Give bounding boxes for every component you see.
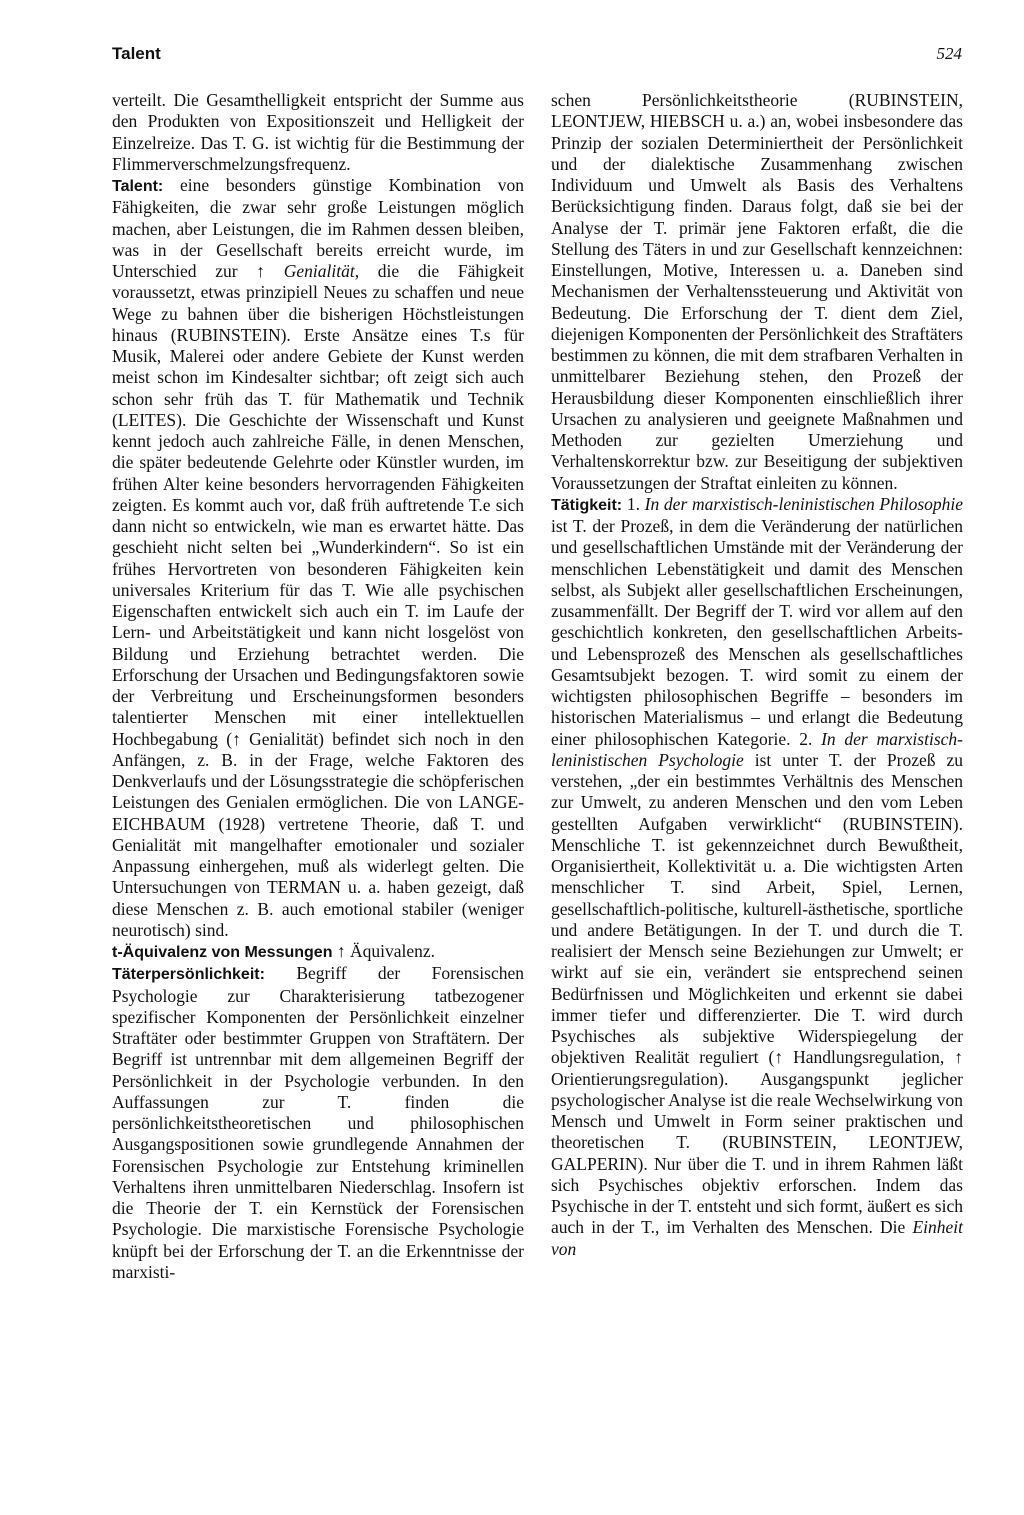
running-head: Talent — [112, 44, 161, 63]
emphasis-psychologie: In der marxistisch-leninistischen Psychologie — [551, 728, 963, 770]
left-column — [112, 90, 524, 1283]
entry-text: ↑ Äquivalenz. — [332, 941, 436, 961]
entry-text: , die die Fähigkeit voraussetzt, etwas prinzipiell Neues zu schaffen und neue Wege zu bahnen über die bisherigen Höchstleistungen hinaus (RUBINSTEIN). Erste Ansätze eines T.s für Musik, Malerei oder andere Gebiete der Kunst werden meist schon im Kindesalter sichtbar; oft zeigt sich auch schon sehr früh das T. für Mathematik und Technik (LEITES). Die Geschichte der Wissenschaft und Kunst kennt jedoch auch zahlreiche Fälle, in denen Menschen, die später bedeutende Gelehrte oder Künstler wurden, im frühen Alter keine besonders hervorragenden Fähigkeiten zeigten. Es kommt auch vor, daß früh auftretende T.e sich dann nicht so entwickeln, wie man es erwartet hätte. Das geschieht nicht selten bei „Wunderkindern“. So ist ein frühes Hervortreten von besonderen Fähigkeiten kein universales Kriterium für das T. Wie alle psychischen Eigenschaften entwickelt sich auch ein T. im Laufe der Lern- und Arbeitstätigkeit und kann nicht losgelöst von Bildung und Erziehung betrachtet werden. Die Erforschung der Ursachen und Bedingungsfaktoren sowie der Verbreitung und Erscheinungsformen besonders talentierter Menschen mit einer intellektuellen Hochbegabung (↑ Genialität) befindet sich noch in den Anfängen, z. B. in der Frage, welche Faktoren des Denkverlaufs und der Lösungsstrategie die schöpferischen Leistungen des Genialen ermöglichen. Die von LANGE-EICHBAUM (1928) vertretene Theorie, daß T. und Genialität mit mangelhafter emotionaler und sozialer Anpassung einhergehen, muß als widerlegt gelten. Die Untersuchungen von TERMAN u. a. haben gezeigt, daß diese Menschen z. B. auch emotional stabiler (weniger neurotisch) sind. — [112, 261, 524, 940]
entry-text: Begriff der Forensischen Psychologie zur Charakterisierung tatbezogener spezifischer Komponenten der Persönlichkeit einzelner Straftäter oder bestimmter Gruppen von Straftätern. Der Begriff ist untrennbar mit dem allgemeinen Begriff der Persönlichkeit in der Psychologie verbunden. In den Auffassungen zur T. finden die persönlichkeitstheoretischen und philosophischen Ausgangspositionen sowie grundlegende Annahmen der Forensischen Psychologie zur Entstehung kriminellen Verhaltens ihren unmittelbaren Niederschlag. Insofern ist die Theorie der T. ein Kernstück der Forensischen Psychologie. Die marxistische Forensische Psychologie knüpft bei der Erforschung der T. an die Erkenntnisse der marxisti- — [112, 963, 524, 1282]
entry-text: ist T. der Prozeß, in dem die Veränderung der natürlichen und gesellschaftlichen Umstände mit der Veränderung der menschlichen Lebenstätigkeit und damit des Menschen selbst, als Subjekt aller gesellschaftlichen Erscheinungen, zusammenfällt. Der Begriff der T. wird vor allem auf den geschichtlich konkreten, den gesellschaftlichen Arbeits- und Lebensprozeß des Menschen als gesellschaftliches Gesamtsubjekt bezogen. T. wird somit zu einem der wichtigsten philosophischen Begriffe – besonders im historischen Materialismus – und erlangt die Bedeutung einer philosophischen Kategorie. 2. — [551, 516, 963, 749]
entry-taeterpersoenlichkeit — [112, 963, 524, 1283]
page-header — [112, 44, 962, 74]
entry-t-aequivalenz — [112, 941, 524, 963]
entry-term-talent: Talent: — [112, 178, 164, 195]
cross-reference-genialitaet[interactable]: Genialität — [283, 261, 355, 281]
emphasis-einheit: Einheit von — [551, 1217, 963, 1259]
entry-text: ist unter T. der Prozeß zu verstehen, „der ein bestimmtes Verhältnis des Menschen zur Umwelt, zu anderen Menschen und den vom Leben gestellten Aufgaben verwirklicht“ (RUBINSTEIN). Menschliche T. ist gekennzeichnet durch Bewußtheit, Organisiertheit, Kollektivität u. a. Die wichtigsten Arten menschlicher T. sind Arbeit, Spiel, Lernen, gesellschaftlich-politische, kulturell-ästhetische, sportliche und andere Betätigungen. In der T. und durch die T. realisiert der Mensch seine Beziehungen zur Umwelt; er wirkt auf sie ein, verändert sie entsprechend seinen Bedürfnissen und Möglichkeiten und erkennt sie dabei immer tiefer und differenzierter. Die T. wird durch Psychisches als subjektive Widerspiegelung der objektiven Realität reguliert (↑ Handlungsregulation, ↑ Orientierungsregulation). Ausgangspunkt jeglicher psychologischer Analyse ist die reale Wechselwirkung von Mensch und Umwelt in Form seiner praktischen und theoretischen T. (RUBINSTEIN, LEONTJEW, GALPERIN). Nur über die T. und in ihrem Rahmen läßt sich Psychisches objektiv erforschen. Indem das Psychische in der T. entsteht und sich formt, äußert es sich auch in der T., im Verhalten des Menschen. Die — [551, 749, 964, 1238]
continued-paragraph: schen Persönlichkeitstheorie (RUBINSTEIN, LEONTJEW, HIEBSCH u. a.) an, wobei insbesondere das Prinzip der sozialen Determiniertheit der Persönlichkeit und der dialektische Zusammenhang zwischen Individuum und Umwelt als Basis des Verhaltens Berücksichtigung finden. Daraus folgt, daß sie bei der Analyse der T. primär jene Faktoren erfaßt, die die Stellung des Täters in und zur Gesellschaft kennzeichnen: Einstellungen, Motive, Interessen u. a. Daneben sind Mechanismen der Verhaltenssteuerung und Aktivität von Bedeutung. Die Erforschung der T. dient dem Ziel, diejenigen Komponenten der Persönlichkeit des Straftäters bestimmen zu können, die mit dem strafbaren Verhalten in unmittelbarer Beziehung stehen, den Prozeß der Herausbildung dieser Komponenten einschließlich ihrer Ursachen zu analysieren und geeignete Maßnahmen und Methoden zur gezielten Umerziehung und Verhaltenskorrektur bzw. zur Beseitigung der subjektiven Voraussetzungen der Straftat einleiten zu können. — [551, 90, 963, 493]
right-column — [551, 90, 963, 1260]
entry-text: eine besonders günstige Kombination von Fähigkeiten, die zwar sehr große Leistungen möglich machen, aber Leistungen, die im Rahmen dessen bleiben, was in der Gesellschaft bereits erreicht wurde, im Unterschied zur ↑ — [112, 175, 524, 281]
continued-paragraph: verteilt. Die Gesamthelligkeit entspricht der Summe aus den Produkten von Expositionszeit und Helligkeit der Einzelreize. Das T. G. ist wichtig für die Bestimmung der Flimmerverschmelzungsfrequenz. — [112, 90, 524, 174]
entry-talent — [112, 175, 524, 941]
entry-term-taeterpersoenlichkeit: Täterpersönlichkeit: — [112, 966, 265, 984]
entry-term-t-aequivalenz: t-Äquivalenz von Messungen — [112, 944, 333, 961]
page-number: 524 — [936, 44, 962, 63]
entry-text: 1. — [622, 493, 645, 514]
entry-term-taetigkeit: Tätigkeit: — [551, 496, 623, 514]
entry-taetigkeit — [551, 494, 963, 1260]
emphasis-philosophie: In der marxistisch-leninistischen Philosophie — [644, 493, 964, 514]
